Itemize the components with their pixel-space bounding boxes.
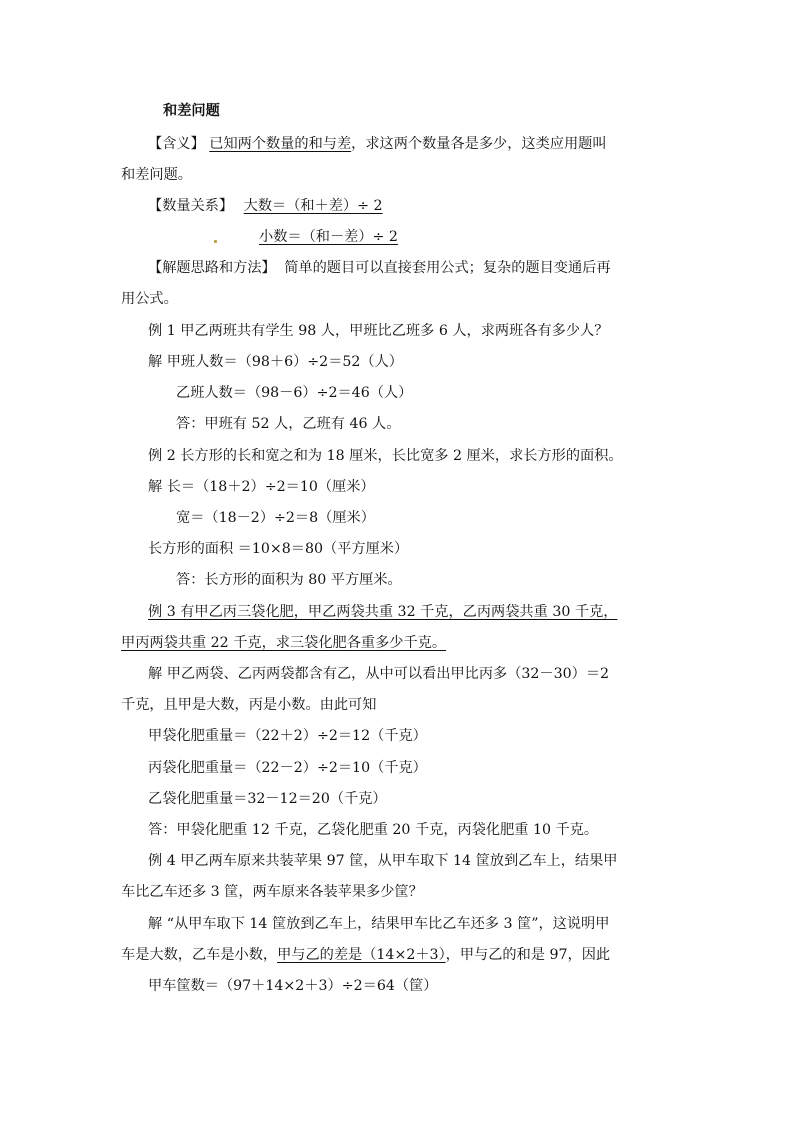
ex3-answer: 答：甲袋化肥重 12 千克，乙袋化肥重 20 千克，丙袋化肥重 10 千克。 [148, 822, 599, 838]
ex2-solution-2: 宽＝（18－2）÷2＝8（厘米） [176, 510, 375, 526]
ex2-solution-1: 解 长＝（18＋2）÷2＝10（厘米） [148, 479, 375, 495]
page-title: 和差问题 [163, 103, 220, 119]
relation-line-1 [148, 196, 383, 216]
ex1-answer: 答：甲班有 52 人，乙班有 46 人。 [176, 416, 401, 432]
meaning-line-2: 和差问题。 [121, 167, 192, 183]
relation-small-formula: 小数＝（和－差）÷ 2 [259, 229, 398, 245]
meaning-label: 【含义】 [148, 136, 205, 152]
meaning-line-1 [148, 134, 607, 154]
ex4-solution-2c: ，甲与乙的和是 97，因此 [445, 947, 611, 963]
ex2-question: 例 2 长方形的长和宽之和为 18 厘米，长比宽多 2 厘米，求长方形的面积。 [148, 448, 623, 464]
ex4-difference-phrase: 甲与乙的差是（14×2＋3） [277, 947, 446, 963]
method-text: 简单的题目可以直接套用公式；复杂的题目变通后再 [284, 260, 611, 276]
ex4-solution-2a: 车是大数，乙车是小数， [121, 947, 278, 963]
ex3-solution-5: 乙袋化肥重量＝32－12＝20（千克） [148, 791, 387, 807]
ex1-question: 例 1 甲乙两班共有学生 98 人，甲班比乙班多 6 人，求两班各有多少人？ [148, 323, 609, 339]
ex3-question-1: 例 3 有甲乙丙三袋化肥，甲乙两袋共重 32 千克，乙丙两袋共重 30 千克， [148, 604, 618, 620]
ex3-solution-3: 甲袋化肥重量＝（22＋2）÷2＝12（千克） [148, 728, 427, 744]
ex3-solution-1: 解 甲乙两袋、乙丙两袋都含有乙，从中可以看出甲比丙多（32－30）＝2 [148, 666, 610, 682]
ex4-solution-3: 甲车筐数＝（97＋14×2＋3）÷2＝64（筐） [148, 978, 438, 994]
method-line-2: 用公式。 [121, 291, 178, 307]
relation-big-formula: 大数＝（和＋差）÷ 2 [243, 198, 383, 214]
ex4-solution-1: 解 “从甲车取下 14 筐放到乙车上，结果甲车比乙车还多 3 筐”，这说明甲 [148, 916, 610, 932]
relation-label: 【数量关系】 [148, 198, 234, 214]
ex1-solution-2: 乙班人数＝（98－6）÷2＝46（人） [176, 385, 413, 401]
meaning-key-phrase: 已知两个数量的和与差 [209, 136, 352, 152]
ex4-solution-2 [121, 945, 610, 965]
method-label: 【解题思路和方法】 [148, 260, 276, 276]
ex2-solution-3: 长方形的面积 ＝10×8＝80（平方厘米） [148, 541, 409, 557]
ex4-question-1: 例 4 甲乙两车原来共装苹果 97 筐，从甲车取下 14 筐放到乙车上，结果甲 [148, 853, 618, 869]
meaning-text: ，求这两个数量各是多少，这类应用题叫 [351, 136, 607, 152]
ex4-question-2: 车比乙车还多 3 筐，两车原来各装苹果多少筐？ [121, 884, 423, 900]
ex1-solution-1: 解 甲班人数＝（98＋6）÷2＝52（人） [148, 354, 403, 370]
ex3-question-2: 甲丙两袋共重 22 千克，求三袋化肥各重多少千克。 [121, 635, 447, 651]
ex3-solution-4: 丙袋化肥重量＝（22－2）÷2＝10（千克） [148, 760, 427, 776]
ex2-answer: 答：长方形的面积为 80 平方厘米。 [176, 572, 402, 588]
method-line-1 [148, 258, 611, 278]
ex3-solution-2: 千克，且甲是大数，丙是小数。由此可知 [121, 697, 377, 713]
stray-mark [214, 240, 217, 243]
